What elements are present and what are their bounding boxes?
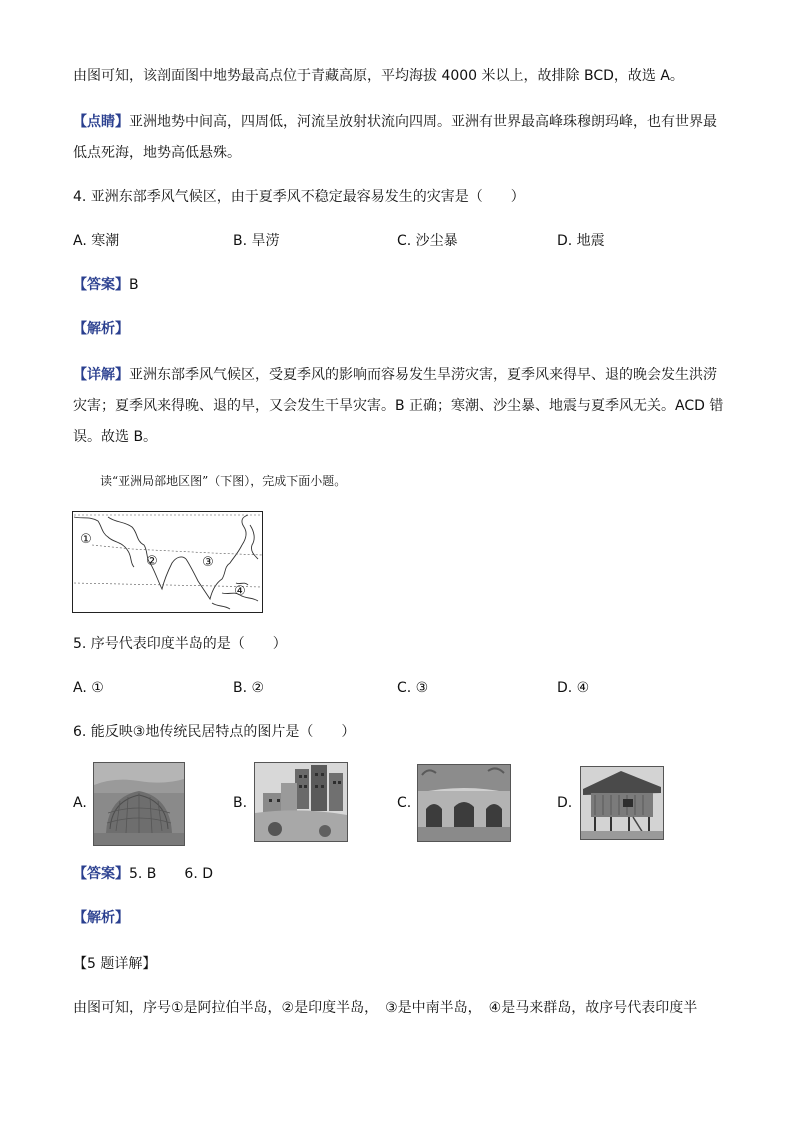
photo-thatched-hut bbox=[93, 762, 185, 846]
detail-text-1: 亚洲东部季风气候区，受夏季风的影响而容易发生旱涝灾害，夏季风来得早、退的晚会发生洪涝 bbox=[129, 367, 717, 383]
photo-stilt-house bbox=[580, 766, 664, 840]
dianjing-line bbox=[73, 112, 717, 132]
text-line-3: 低点死海，地势高低悬殊。 bbox=[73, 145, 241, 161]
dianjing-tag: 【点睛】 bbox=[73, 114, 129, 130]
answer-56: 5. B 6. D bbox=[129, 866, 213, 882]
jiexi-tag-2: 【解析】 bbox=[73, 910, 129, 926]
last-line: 由图可知，序号①是阿拉伯半岛，②是印度半岛， ③是中南半岛， ④是马来群岛，故序号代表印度半 bbox=[73, 1000, 698, 1016]
q5-option-c: C. ③ bbox=[397, 680, 429, 696]
answer-tag: 【答案】 bbox=[73, 277, 129, 293]
q6-option-b: B. bbox=[233, 795, 248, 811]
question-6: 6. 能反映③地传统民居特点的图片是（ ） bbox=[73, 724, 356, 740]
answer-4-line bbox=[73, 275, 139, 295]
map-label-4: ④ bbox=[234, 584, 246, 599]
detail-line-3: 误。故选 B。 bbox=[73, 429, 158, 445]
dianjing-text: 亚洲地势中间高，四周低，河流呈放射状流向四周。亚洲有世界最高峰珠穆朗玛峰，也有世界最 bbox=[129, 114, 717, 130]
map-label-1: ① bbox=[80, 532, 92, 547]
detail-line-1 bbox=[73, 365, 717, 385]
answer-tag-2: 【答案】 bbox=[73, 866, 129, 882]
q4-option-d: D. 地震 bbox=[557, 233, 605, 249]
photo-cave-dwelling bbox=[417, 764, 511, 842]
read-map-instruction: 读“亚洲局部地区图”（下图），完成下面小题。 bbox=[100, 474, 347, 488]
answer-4: B bbox=[129, 277, 139, 293]
q4-option-b: B. 旱涝 bbox=[233, 233, 280, 249]
asia-region-map bbox=[72, 511, 263, 613]
q4-option-c: C. 沙尘暴 bbox=[397, 233, 458, 249]
q5-option-b: B. ② bbox=[233, 680, 265, 696]
text-line-1: 由图可知，该剖面图中地势最高点位于青藏高原，平均海拔 4000 米以上，故排除 BCD，故选 A。 bbox=[73, 68, 684, 84]
question-5: 5. 序号代表印度半岛的是（ ） bbox=[73, 636, 287, 652]
detail-line-2: 灾害；夏季风来得晚、退的早，又会发生干旱灾害。B 正确；寒潮、沙尘暴、地震与夏季风无关。ACD 错 bbox=[73, 398, 724, 414]
xiangjie-tag: 【详解】 bbox=[73, 367, 129, 383]
question-4: 4. 亚洲东部季风气候区，由于夏季风不稳定最容易发生的灾害是（ ） bbox=[73, 189, 525, 205]
q6-option-d: D. bbox=[557, 795, 573, 811]
map-label-2: ② bbox=[146, 554, 158, 569]
q5-option-a: A. ① bbox=[73, 680, 104, 696]
q5-detail-tag: 【5 题详解】 bbox=[73, 956, 157, 972]
q6-option-a: A. bbox=[73, 795, 87, 811]
q5-option-d: D. ④ bbox=[557, 680, 590, 696]
q4-option-a: A. 寒潮 bbox=[73, 233, 120, 249]
q6-option-c: C. bbox=[397, 795, 412, 811]
jiexi-tag: 【解析】 bbox=[73, 321, 129, 337]
answer-56-line bbox=[73, 864, 213, 884]
photo-mud-towers bbox=[254, 762, 348, 842]
map-label-3: ③ bbox=[202, 555, 214, 570]
